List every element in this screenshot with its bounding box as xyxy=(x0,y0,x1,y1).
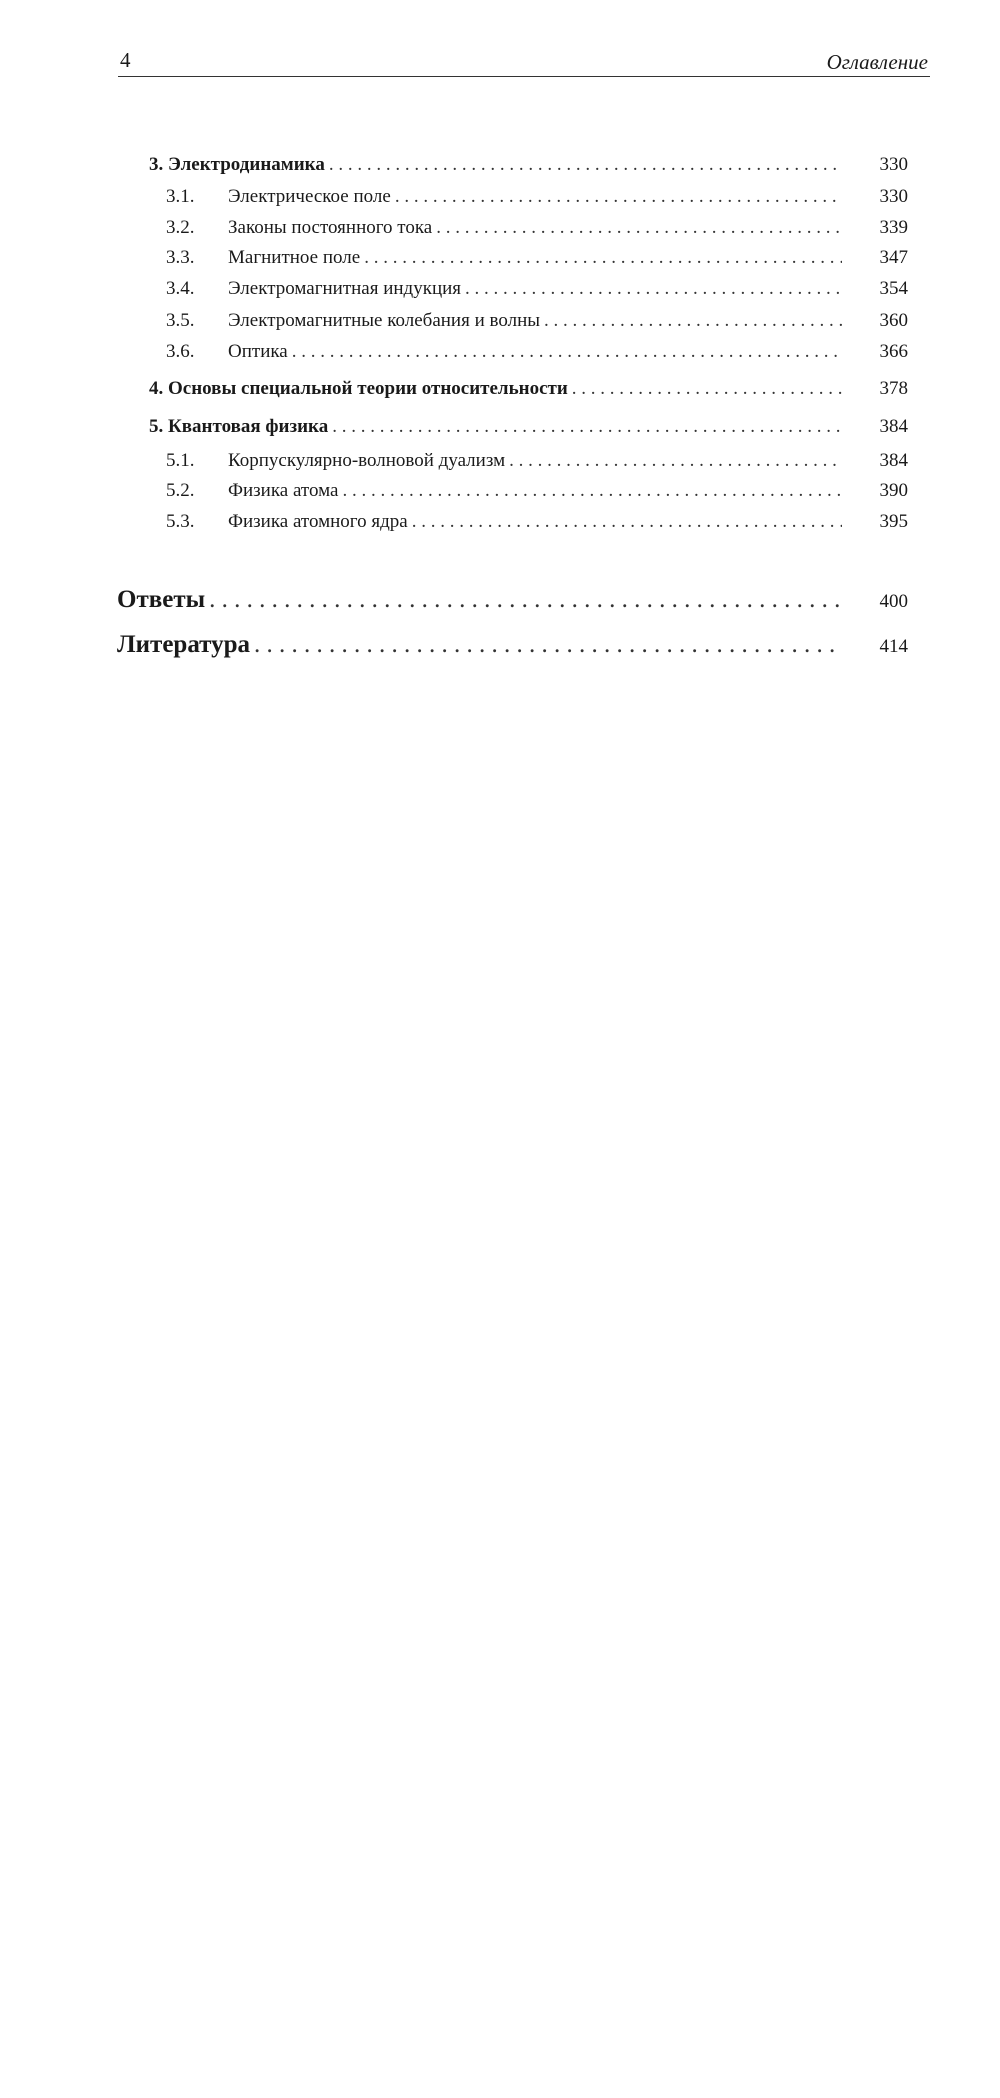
dot-leader xyxy=(395,186,842,208)
toc-entry-page: 384 xyxy=(879,450,908,471)
toc-entry-number: 3.1. xyxy=(166,186,195,207)
toc-entry-title: Корпускулярно-волновой дуализм xyxy=(228,450,506,471)
toc-entry-page: 330 xyxy=(879,186,908,207)
toc-entry-title: Электрическое поле xyxy=(228,186,391,207)
dot-leader xyxy=(329,154,842,176)
toc-entry-page: 378 xyxy=(879,378,908,399)
toc-entry-title: Законы постоянного тока xyxy=(228,217,433,238)
running-title: Оглавление xyxy=(826,50,928,74)
toc-entry-number: 5.1. xyxy=(166,450,195,471)
toc-entry-page: 339 xyxy=(879,217,908,238)
dot-leader xyxy=(436,217,842,239)
toc-entry-number: 5.2. xyxy=(166,480,195,501)
page-number: 4 xyxy=(120,48,131,72)
toc-entry-page: 400 xyxy=(879,591,908,612)
toc-entry-page: 330 xyxy=(879,154,908,175)
dot-leader xyxy=(544,310,842,332)
toc-entry-page: 384 xyxy=(879,416,908,437)
toc-entry-title: 5. Квантовая физика xyxy=(149,416,329,437)
toc-entry-number: 3.3. xyxy=(166,247,195,268)
dot-leader xyxy=(364,247,842,269)
toc-entry-title: Магнитное поле xyxy=(228,247,361,268)
toc-entry-title: Электромагнитная индукция xyxy=(228,278,462,299)
toc-entry-title: Физика атома xyxy=(228,480,339,501)
toc-entry-page: 366 xyxy=(879,341,908,362)
dot-leader xyxy=(332,416,842,438)
toc-entry-page: 390 xyxy=(879,480,908,501)
dot-leader xyxy=(572,378,842,400)
dot-leader xyxy=(412,511,842,533)
dot-leader xyxy=(465,278,842,300)
dot-leader xyxy=(509,450,842,472)
dot-leader xyxy=(254,631,842,659)
toc-entry-title: Ответы xyxy=(117,586,206,613)
toc-entry-number: 3.6. xyxy=(166,341,195,362)
dot-leader xyxy=(342,480,842,502)
toc-entry-number: 3.2. xyxy=(166,217,195,238)
toc-entry-title: Физика атомного ядра xyxy=(228,511,408,532)
toc-entry-number: 3.5. xyxy=(166,310,195,331)
toc-entry-page: 360 xyxy=(879,310,908,331)
toc-entry-literature[interactable] xyxy=(117,631,908,2098)
page-header xyxy=(118,44,930,77)
toc-entry-title: Литература xyxy=(117,631,251,658)
toc-entry-page: 347 xyxy=(879,247,908,268)
toc-entry-page: 414 xyxy=(879,636,908,657)
toc-entry-title: Электромагнитные колебания и волны xyxy=(228,310,541,331)
toc-entry-number: 3.4. xyxy=(166,278,195,299)
toc-entry-title: 4. Основы специальной теории относительности xyxy=(149,378,568,399)
dot-leader xyxy=(209,586,842,614)
dot-leader xyxy=(292,341,842,363)
toc-entry-page: 354 xyxy=(879,278,908,299)
toc-entry-number: 5.3. xyxy=(166,511,195,532)
toc-entry-page: 395 xyxy=(879,511,908,532)
toc-entry-title: Оптика xyxy=(228,341,288,362)
toc-entry-title: 3. Электродинамика xyxy=(149,154,325,175)
